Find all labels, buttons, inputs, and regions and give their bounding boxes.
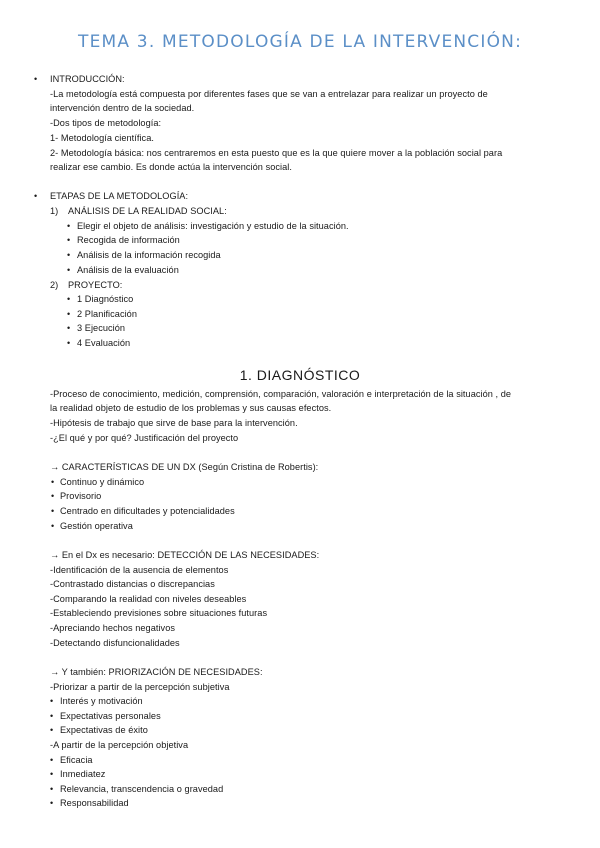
intro-line: realizar ese cambio. Es donde actúa la intervención social.: [50, 162, 292, 172]
bullet-icon: •: [50, 711, 54, 721]
intro-line: -La metodología está compuesta por diferentes fases que se van a entrelazar para realizar un proyecto de: [50, 89, 488, 99]
list-number: 1): [50, 206, 59, 216]
list-item: 2 Planificación: [77, 309, 137, 319]
list-item: Centrado en dificultades y potencialidades: [60, 506, 235, 516]
list-item: 1 Diagnóstico: [77, 294, 134, 304]
bullet-icon: •: [67, 221, 71, 231]
bullet-icon: •: [67, 265, 71, 275]
bullet-icon: •: [50, 784, 54, 794]
bullet-icon: •: [34, 191, 38, 201]
list-item: 4 Evaluación: [77, 338, 131, 348]
bullet-icon: •: [50, 755, 54, 765]
list-item: Recogida de información: [77, 235, 180, 245]
bullet-icon: •: [50, 798, 54, 808]
bullet-icon: •: [51, 521, 55, 531]
bullet-icon: •: [50, 769, 54, 779]
page-title: TEMA 3. METODOLOGÍA DE LA INTERVENCIÓN:: [77, 32, 523, 52]
intro-heading: INTRODUCCIÓN:: [50, 74, 125, 84]
list-item: Continuo y dinámico: [60, 477, 145, 487]
diagnostico-line: -Proceso de conocimiento, medición, comprensión, comparación, valoración e interpretación de la situación , de: [50, 389, 512, 399]
bullet-icon: •: [51, 491, 55, 501]
diagnostico-line: la realidad objeto de estudio de los problemas y sus causas efectos.: [50, 403, 332, 413]
bullet-icon: •: [50, 696, 54, 706]
list-item: Expectativas personales: [60, 711, 161, 721]
list-item: -Estableciendo previsiones sobre situaciones futuras: [50, 608, 268, 618]
list-item: Expectativas de éxito: [60, 725, 148, 735]
list-item: -Apreciando hechos negativos: [50, 623, 176, 633]
list-item: Inmediatez: [60, 769, 106, 779]
list-item: Análisis de la evaluación: [77, 265, 179, 275]
bullet-icon: •: [67, 250, 71, 260]
list-item: Relevancia, transcendencia o gravedad: [60, 784, 224, 794]
list-item: Elegir el objeto de análisis: investigación y estudio de la situación.: [77, 221, 349, 231]
objetiva-heading: -A partir de la percepción objetiva: [50, 740, 189, 750]
list-number: 2): [50, 280, 59, 290]
list-item: -Identificación de la ausencia de elementos: [50, 565, 229, 575]
list-item: -Comparando la realidad con niveles deseables: [50, 594, 247, 604]
intro-line: 1- Metodología científica.: [50, 133, 154, 143]
intro-line: intervención dentro de la sociedad.: [50, 103, 195, 113]
list-item: -Contrastado distancias o discrepancias: [50, 579, 215, 589]
intro-line: 2- Metodología básica: nos centraremos en esta puesto que es la que quiere mover a la población social para: [50, 148, 503, 158]
list-item: Provisorio: [60, 491, 102, 501]
bullet-icon: •: [51, 477, 55, 487]
caracteristicas-heading: → CARACTERÍSTICAS DE UN DX (Según Cristina de Robertis):: [50, 462, 319, 472]
list-item: 3 Ejecución: [77, 323, 126, 333]
bullet-icon: •: [34, 74, 38, 84]
etapas-heading: ETAPAS DE LA METODOLOGÍA:: [50, 191, 189, 201]
list-item: Responsabilidad: [60, 798, 129, 808]
subjetiva-heading: -Priorizar a partir de la percepción subjetiva: [50, 682, 230, 692]
bullet-icon: •: [51, 506, 55, 516]
list-item: Interés y motivación: [60, 696, 143, 706]
etapas-group1-title: ANÁLISIS DE LA REALIDAD SOCIAL:: [68, 206, 227, 216]
bullet-icon: •: [67, 309, 71, 319]
priorizacion-heading: → Y también: PRIORIZACIÓN DE NECESIDADES:: [50, 667, 263, 677]
list-item: Gestión operativa: [60, 521, 133, 531]
bullet-icon: •: [67, 235, 71, 245]
diagnostico-line: -Hipótesis de trabajo que sirve de base para la intervención.: [50, 418, 298, 428]
list-item: Eficacia: [60, 755, 93, 765]
diagnostico-line: -¿El qué y por qué? Justificación del proyecto: [50, 433, 239, 443]
section-heading: 1. DIAGNÓSTICO: [239, 367, 361, 383]
intro-line: -Dos tipos de metodología:: [50, 118, 162, 128]
etapas-group2-title: PROYECTO:: [68, 280, 123, 290]
bullet-icon: •: [67, 294, 71, 304]
list-item: Análisis de la información recogida: [77, 250, 221, 260]
deteccion-heading: → En el Dx es necesario: DETECCIÓN DE LAS NECESIDADES:: [50, 550, 320, 560]
bullet-icon: •: [50, 725, 54, 735]
bullet-icon: •: [67, 338, 71, 348]
bullet-icon: •: [67, 323, 71, 333]
list-item: -Detectando disfuncionalidades: [50, 638, 180, 648]
